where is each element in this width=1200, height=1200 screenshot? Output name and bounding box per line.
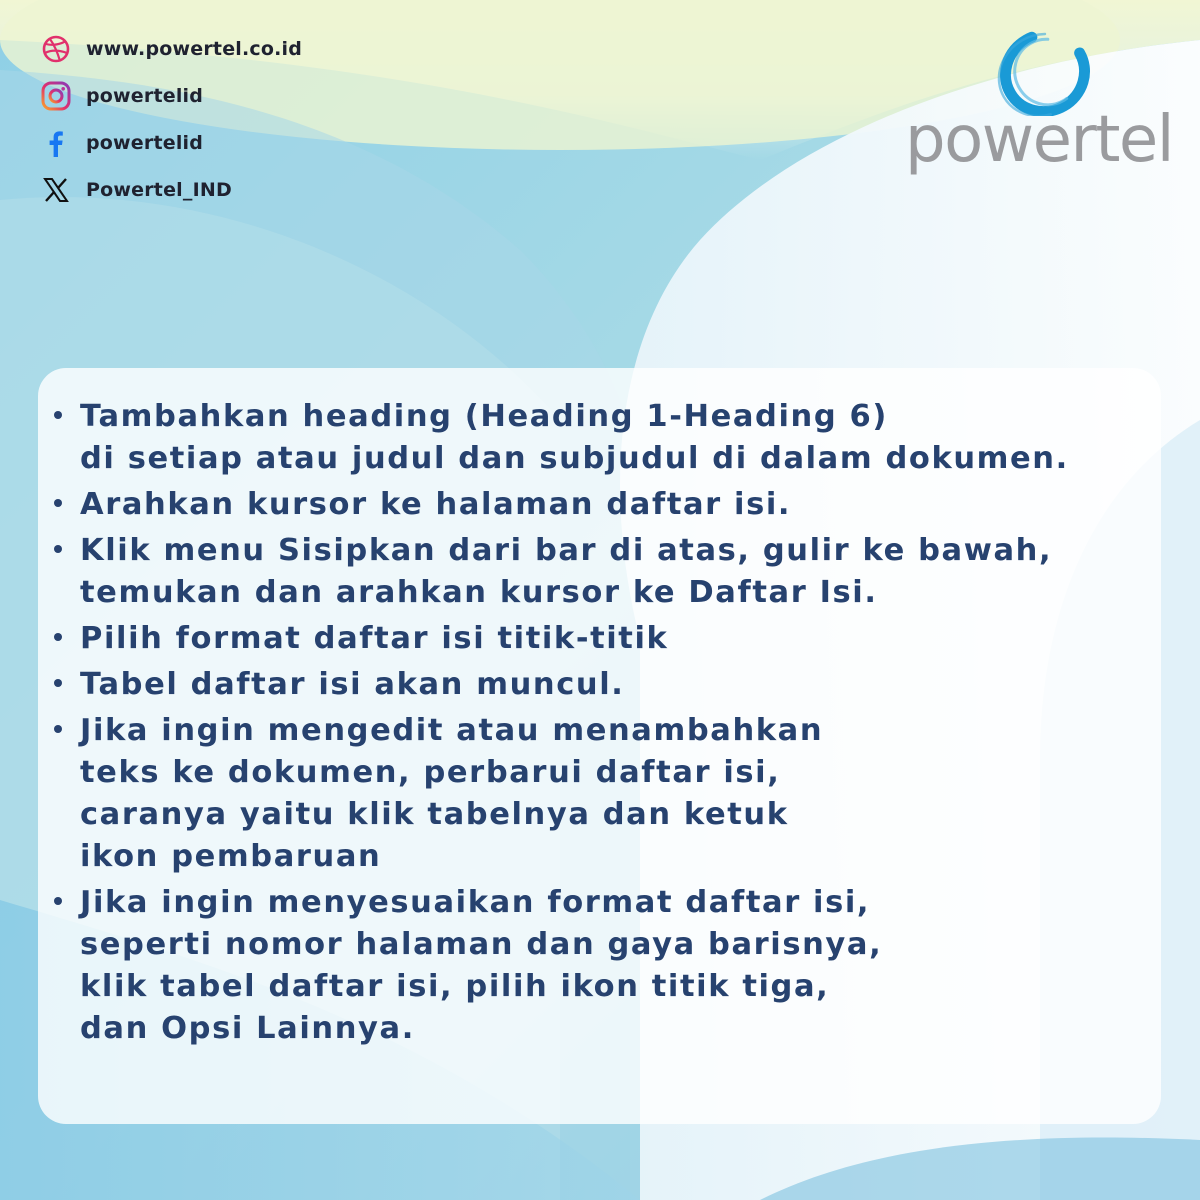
instruction-step [52,484,1162,526]
facebook-label: powertelid [86,131,204,154]
instruction-line: Tabel daftar isi akan muncul. [80,667,625,702]
bullet-icon [54,545,62,553]
instruction-line: Jika ingin mengedit atau menambahkan [80,713,824,748]
instruction-line: Arahkan kursor ke halaman daftar isi. [80,487,792,522]
instruction-line: Pilih format daftar isi titik-titik [80,621,669,656]
bullet-icon [54,679,62,687]
instruction-step [52,530,1162,614]
instruction-line: Jika ingin menyesuaikan format daftar isi, [80,885,871,920]
instruction-line: Tambahkan heading (Heading 1-Heading 6) [80,399,888,434]
instruction-list [52,396,1162,1054]
instruction-line: seperti nomor halaman dan gaya barisnya, [80,927,883,962]
bullet-icon [54,633,62,641]
social-website[interactable] [38,32,302,65]
x-label: Powertel_IND [86,178,232,201]
instruction-line: di setiap atau judul dan subjudul di dalam dokumen. [80,441,1069,476]
bullet-icon [54,897,62,905]
bullet-icon [54,725,62,733]
instruction-step [52,396,1162,480]
social-links [38,32,302,206]
x-icon [38,172,74,208]
social-facebook[interactable] [38,126,302,159]
instruction-line: Klik menu Sisipkan dari bar di atas, gulir ke bawah, [80,533,1053,568]
instruction-step [52,618,1162,660]
logo-wordmark: powertel [905,103,1174,177]
instagram-label: powertelid [86,84,204,107]
instruction-line: temukan dan arahkan kursor ke Daftar Isi. [80,575,878,610]
bullet-icon [54,411,62,419]
instruction-step [52,882,1162,1050]
instruction-step [52,710,1162,878]
dribbble-icon [38,31,74,67]
social-instagram[interactable] [38,79,302,112]
instagram-icon [38,78,74,114]
facebook-icon [38,125,74,161]
social-x[interactable] [38,173,302,206]
instruction-line: caranya yaitu klik tabelnya dan ketuk [80,797,789,832]
instruction-line: klik tabel daftar isi, pilih ikon titik tiga, [80,969,830,1004]
powertel-logo [905,28,1175,178]
instruction-step [52,664,1162,706]
website-label: www.powertel.co.id [86,37,303,60]
instruction-line: ikon pembaruan [80,839,382,874]
instruction-line: dan Opsi Lainnya. [80,1011,415,1046]
bullet-icon [54,499,62,507]
instruction-line: teks ke dokumen, perbarui daftar isi, [80,755,781,790]
